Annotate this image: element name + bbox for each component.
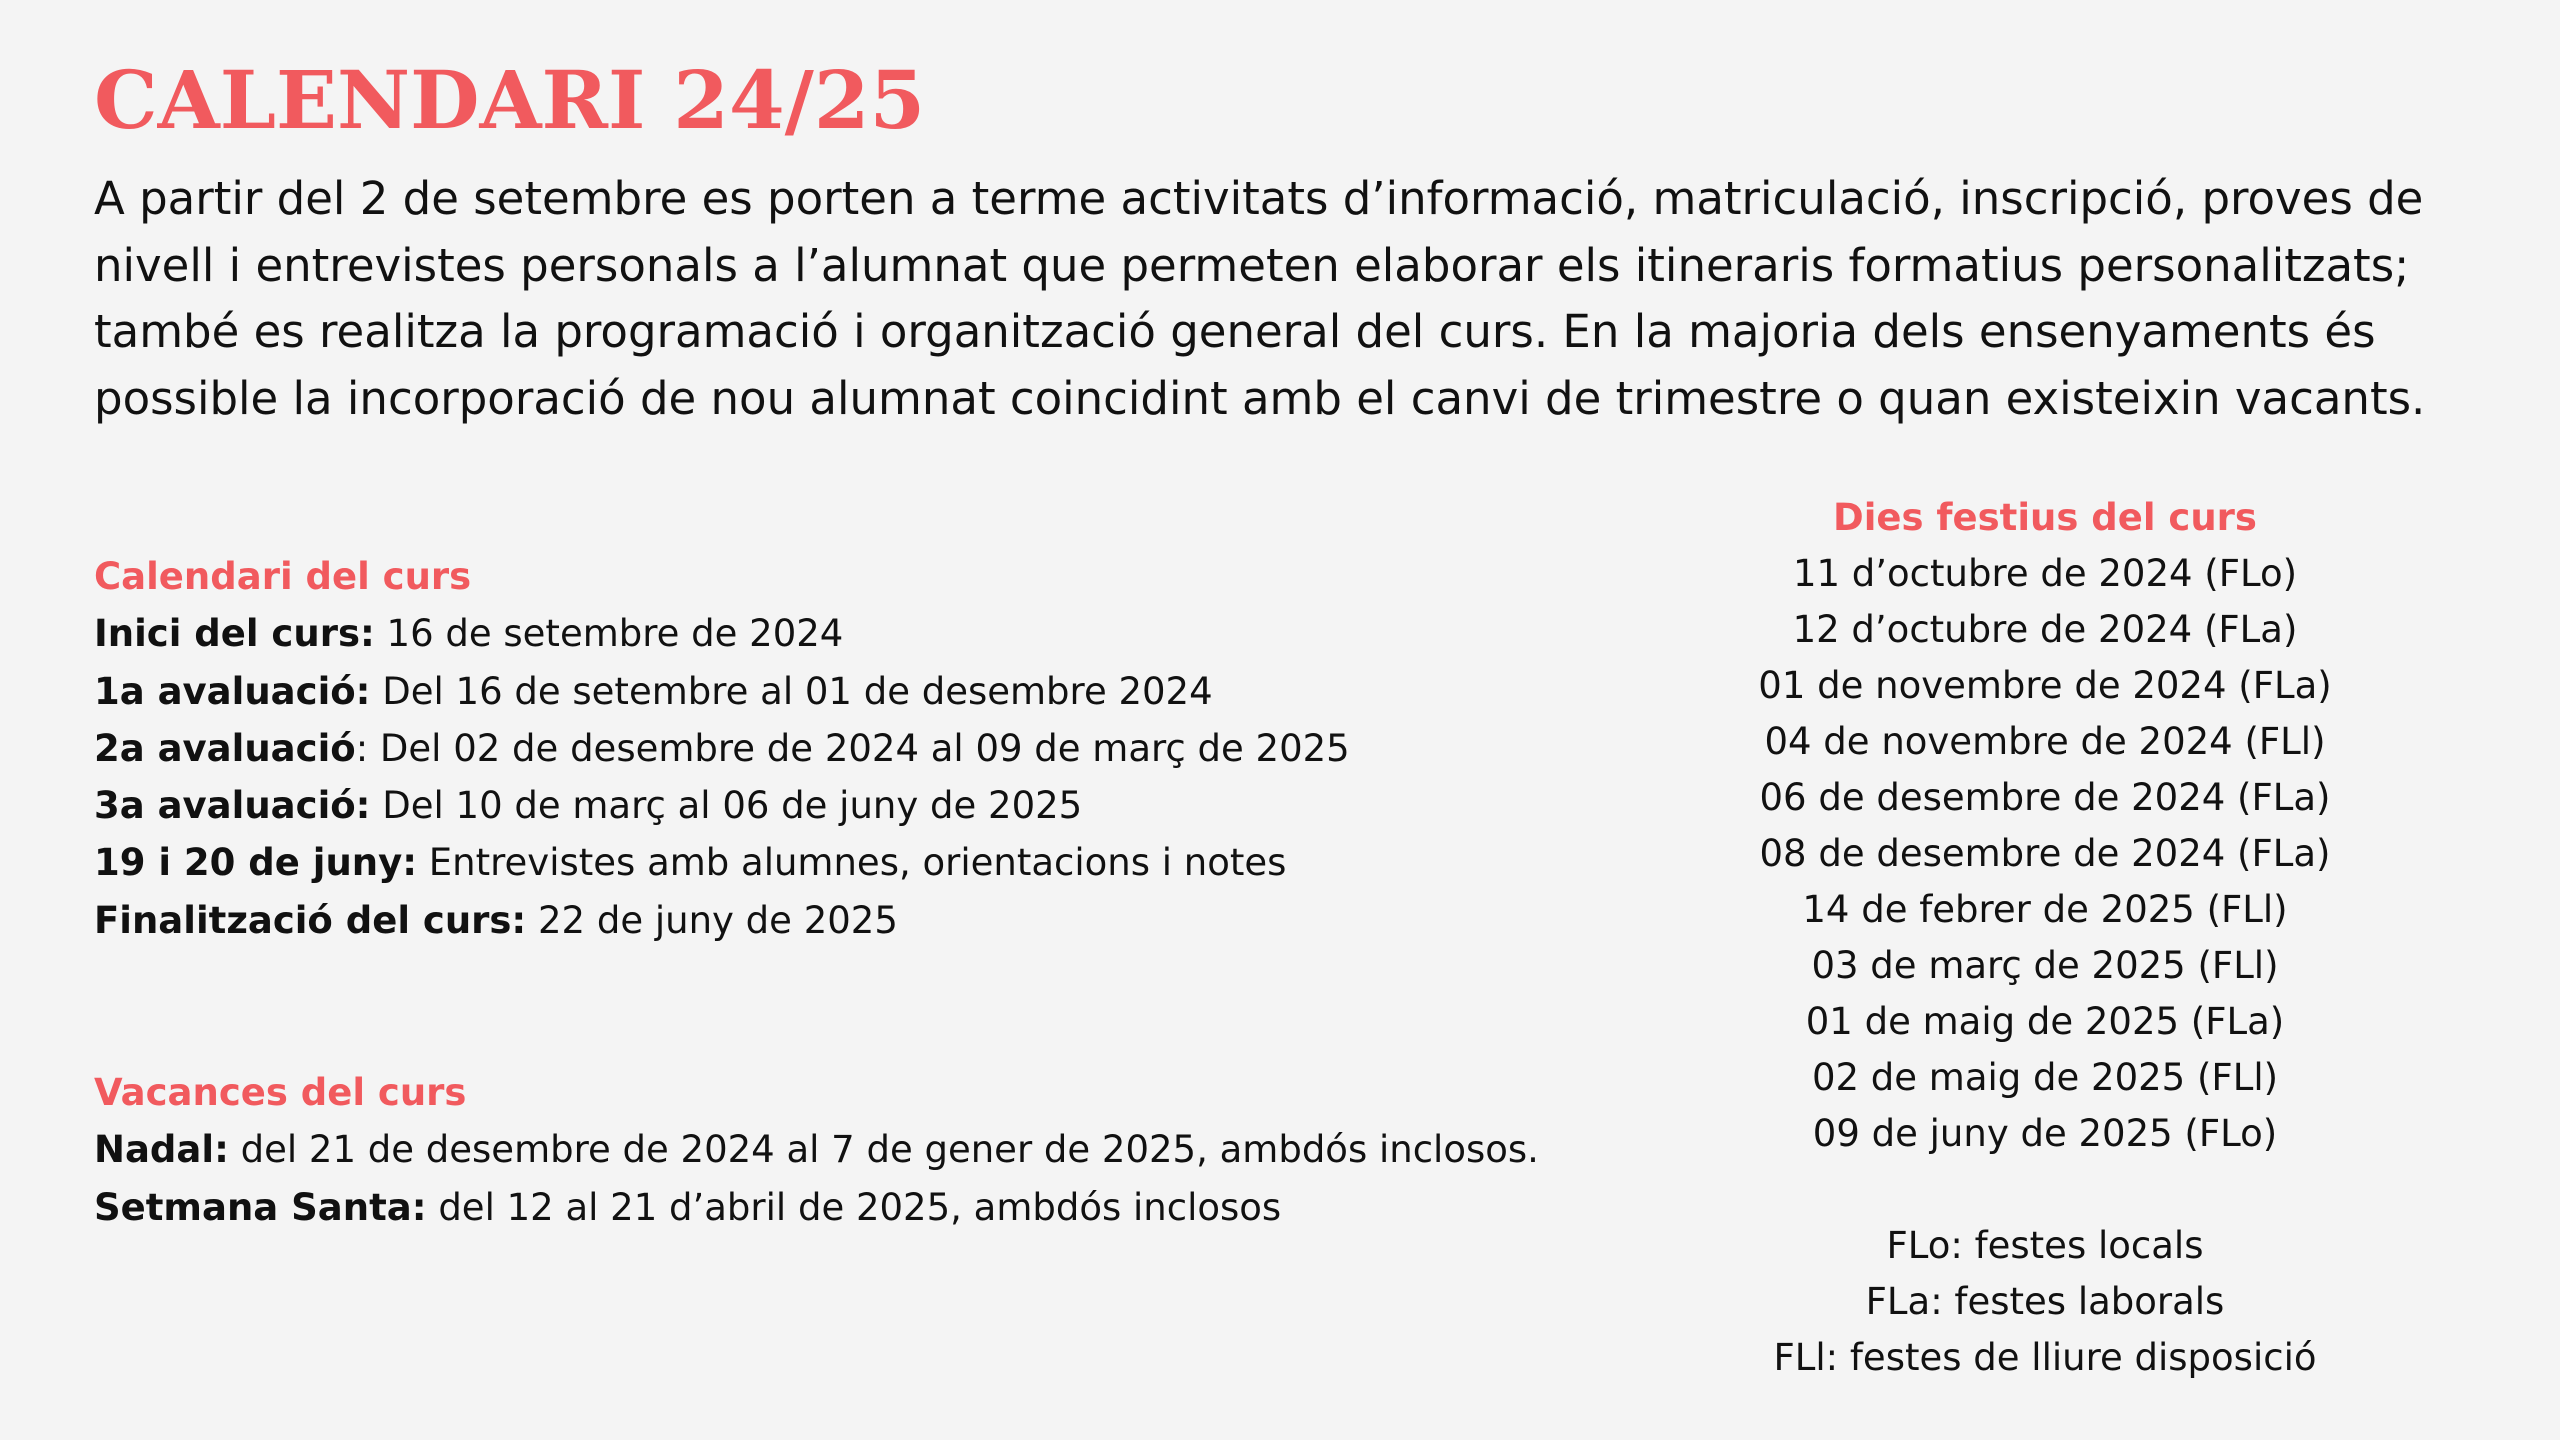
calendari-item [94, 777, 1714, 834]
calendari-item-text: 22 de juny de 2025 [526, 898, 898, 942]
vacances-item-label: Nadal: [94, 1128, 229, 1172]
calendari-item-label: 1a avaluació: [94, 669, 371, 713]
legend-item: FLo: festes locals [1886, 1224, 2204, 1267]
calendari-item-text: Entrevistes amb alumnes, orientacions i notes [417, 841, 1287, 885]
festiu-date: 09 de juny de 2025 (FLo) [1812, 1112, 2278, 1155]
calendari-item-text: 16 de setembre de 2024 [374, 612, 844, 656]
calendari-item-label: 3a avaluació: [94, 784, 371, 828]
vacances-heading: Vacances del curs [94, 1071, 467, 1115]
left-column [94, 548, 1714, 1236]
festiu-date: 01 de maig de 2025 (FLa) [1805, 1000, 2285, 1043]
intro-paragraph: A partir del 2 de setembre es porten a terme activitats d’informació, matriculació, inscripció, proves de nivell i entrevistes personals a l’alumnat que permeten elaborar els itineraris formatius personalitzats; també es realitza la programació i organització general del curs. En la majoria dels ensenyaments és possible la incorporació de nou alumnat coincidint amb el canvi de trimestre o quan existeixin vacants. [94, 172, 2426, 425]
vacances-item-text: del 12 al 21 d’abril de 2025, ambdós inclosos [426, 1185, 1282, 1229]
calendari-item-text: Del 16 de setembre al 01 de desembre 2024 [370, 669, 1213, 713]
festius-column [1700, 490, 2390, 1386]
festiu-date: 12 d’octubre de 2024 (FLa) [1792, 608, 2298, 651]
vacances-item-label: Setmana Santa: [94, 1185, 427, 1229]
calendari-item-label: 19 i 20 de juny: [94, 841, 418, 885]
calendari-heading: Calendari del curs [94, 555, 472, 598]
festiu-date: 11 d’octubre de 2024 (FLo) [1792, 552, 2298, 595]
vacances-item-text: del 21 de desembre de 2024 al 7 de gener de 2025, ambdós inclosos. [228, 1128, 1539, 1172]
calendari-item [94, 720, 1714, 777]
section-spacer [94, 949, 1714, 1064]
calendari-item-text: Del 10 de març al 06 de juny de 2025 [370, 784, 1083, 828]
calendari-item [94, 663, 1714, 720]
festiu-date: 03 de març de 2025 (FLl) [1811, 944, 2279, 987]
festius-heading: Dies festius del curs [1833, 496, 2257, 539]
legend-item: FLa: festes laborals [1865, 1280, 2225, 1323]
festiu-date: 06 de desembre de 2024 (FLa) [1759, 776, 2331, 819]
festiu-date: 08 de desembre de 2024 (FLa) [1759, 832, 2331, 875]
festius-legend [1700, 1218, 2390, 1386]
calendari-item-text: : Del 02 de desembre de 2024 al 09 de març de 2025 [355, 726, 1350, 770]
calendari-item-label: Finalització del curs: [94, 898, 527, 942]
calendari-item-label: 2a avaluació [94, 726, 356, 770]
page-title: CALENDARI 24/25 [94, 53, 926, 147]
festiu-date: 02 de maig de 2025 (FLl) [1811, 1056, 2279, 1099]
vacances-item [94, 1121, 1714, 1178]
calendari-item-label: Inici del curs: [94, 612, 375, 656]
vacances-item [94, 1179, 1714, 1236]
festiu-date: 01 de novembre de 2024 (FLa) [1758, 664, 2332, 707]
calendari-item [94, 834, 1714, 891]
calendari-item [94, 892, 1714, 949]
legend-item: FLl: festes de lliure disposició [1773, 1336, 2317, 1379]
festiu-date: 04 de novembre de 2024 (FLl) [1764, 720, 2326, 763]
calendari-item [94, 605, 1714, 662]
festiu-date: 14 de febrer de 2025 (FLl) [1802, 888, 2288, 931]
